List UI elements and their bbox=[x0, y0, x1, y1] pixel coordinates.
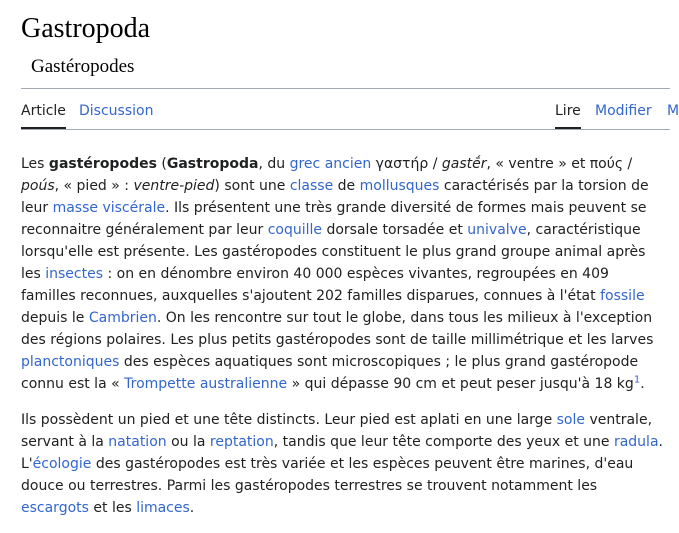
link-radula[interactable]: radula bbox=[613, 434, 659, 450]
text: ) sont une bbox=[214, 178, 290, 194]
link-trompette-australienne[interactable]: Trompette australienne bbox=[124, 376, 288, 392]
tab-more[interactable]: M bbox=[667, 103, 679, 119]
text: ventrale, servant à la bbox=[21, 412, 653, 450]
link-reptation[interactable]: reptation bbox=[209, 434, 274, 450]
tab-article[interactable]: Article bbox=[21, 101, 66, 129]
link-planctoniques[interactable]: planctoniques bbox=[21, 354, 120, 370]
text: de bbox=[333, 178, 360, 194]
page-subtitle: Gastéropodes bbox=[31, 56, 135, 77]
text: dorsale torsadée et bbox=[322, 222, 468, 238]
link-univalve[interactable]: univalve bbox=[467, 222, 527, 238]
text: , « ventre » et πούς / bbox=[486, 156, 633, 172]
page-title: Gastropoda bbox=[21, 13, 151, 44]
tab-discussion[interactable]: Discussion bbox=[79, 103, 154, 119]
link-grec-ancien[interactable]: grec ancien bbox=[289, 156, 372, 172]
link-ecologie[interactable]: écologie bbox=[32, 456, 92, 472]
italic-text: ventre-pied bbox=[133, 178, 215, 194]
text: Les bbox=[21, 156, 49, 172]
text: , caractéristique lorsqu'elle est présente. Les gastéropodes constituent le plus grand groupe animal après les bbox=[21, 222, 646, 282]
italic-text: gastḗr bbox=[441, 156, 487, 172]
text: , du bbox=[258, 156, 290, 172]
text: depuis le bbox=[21, 310, 89, 326]
text: des gastéropodes est très variée et les espèces peuvent être marines, d'eau douce ou terrestres. Parmi les gastéropodes terrestres se trouvent notamment les bbox=[21, 456, 634, 494]
text: . On les rencontre sur tout le globe, dans tous les milieux à l'exception des régions polaires. Les plus petits gastéropodes sont de taille millimétrique et les larves bbox=[21, 310, 654, 348]
text: » qui dépasse 90 cm et peut peser jusqu'à 18 kg bbox=[287, 376, 634, 392]
link-masse-viscerale[interactable]: masse viscérale bbox=[52, 200, 166, 216]
bold-term: gastéropodes bbox=[48, 156, 157, 172]
tabs-divider bbox=[21, 129, 670, 130]
text: caractérisés par la torsion de leur bbox=[21, 178, 649, 216]
text: ( bbox=[156, 156, 167, 172]
intro-paragraph bbox=[21, 153, 667, 395]
link-mollusques[interactable]: mollusques bbox=[359, 178, 440, 194]
text: . L' bbox=[21, 434, 663, 472]
italic-text: poús bbox=[21, 178, 55, 194]
text: . Ils présentent une très grande diversité de formes mais peuvent se reconnaitre généralement par leur bbox=[21, 200, 647, 238]
bold-term: Gastropoda bbox=[166, 156, 259, 172]
link-classe[interactable]: classe bbox=[289, 178, 334, 194]
text: : on en dénombre environ 40 000 espèces vivantes, regroupées en 409 familles reconnues, auxquelles s'ajoutent 202 familles disparues, connues à l'état bbox=[21, 266, 609, 304]
title-divider bbox=[21, 88, 670, 89]
text: γαστήρ / bbox=[371, 156, 442, 172]
tab-edit[interactable]: Modifier bbox=[595, 103, 652, 119]
article-body bbox=[21, 153, 667, 533]
link-escargots[interactable]: escargots bbox=[21, 500, 89, 516]
text: Ils possèdent un pied et une tête distincts. Leur pied est aplati en une large bbox=[21, 412, 557, 428]
link-limaces[interactable]: limaces bbox=[136, 500, 190, 516]
text: , « pied » : bbox=[54, 178, 134, 194]
text: , tandis que leur tête comporte des yeux et une bbox=[273, 434, 614, 450]
reference-link[interactable]: 1 bbox=[633, 374, 641, 386]
link-fossile[interactable]: fossile bbox=[600, 288, 645, 304]
text: des espèces aquatiques sont microscopiques ; le plus grand gastéropode connu est la « bbox=[21, 354, 639, 392]
link-natation[interactable]: natation bbox=[108, 434, 167, 450]
text: et les bbox=[88, 500, 137, 516]
tab-read[interactable]: Lire bbox=[555, 101, 581, 129]
link-sole[interactable]: sole bbox=[556, 412, 586, 428]
anatomy-paragraph bbox=[21, 409, 667, 519]
text: . bbox=[189, 500, 195, 516]
text: . bbox=[640, 376, 645, 392]
text: ou la bbox=[166, 434, 210, 450]
link-coquille[interactable]: coquille bbox=[267, 222, 322, 238]
link-cambrien[interactable]: Cambrien bbox=[88, 310, 157, 326]
link-insectes[interactable]: insectes bbox=[45, 266, 104, 282]
